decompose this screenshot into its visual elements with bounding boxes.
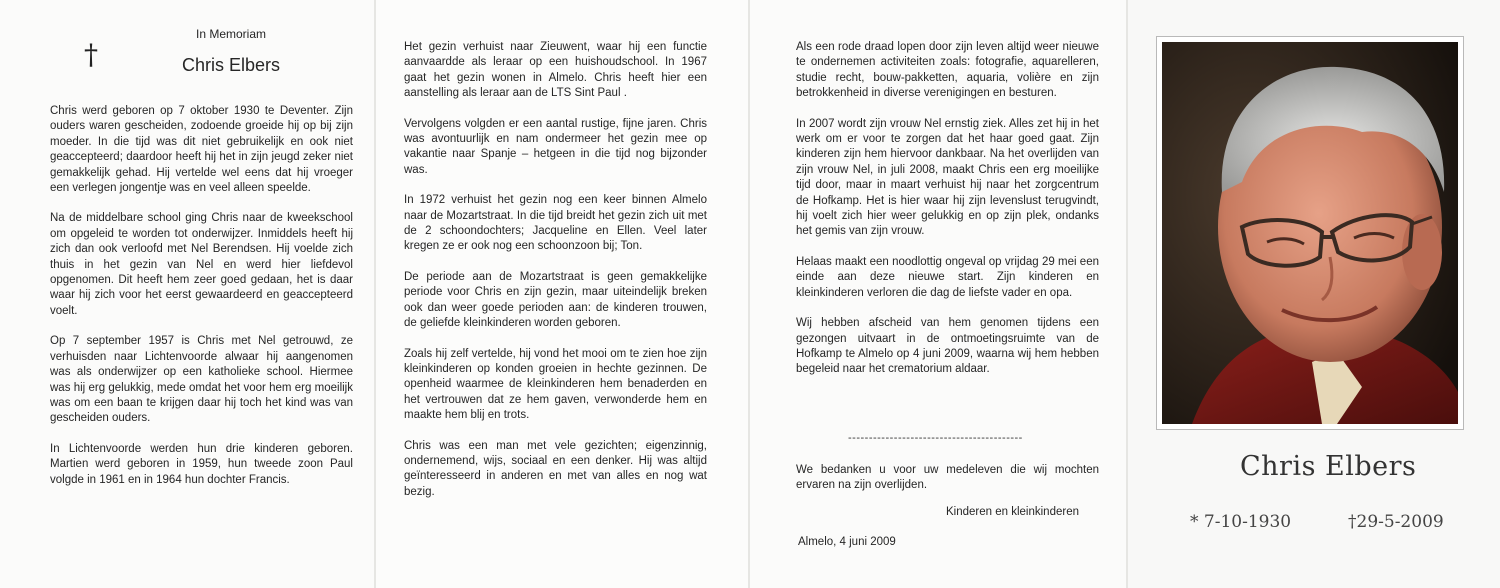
separator-line: ------------------------------------------ [848,432,1023,444]
paragraph: Het gezin verhuist naar Zieuwent, waar hij een functie aanvaardde als leraar op een huishoudschool. In 1967 gaat het gezin wonen in Almelo. Chris heeft hier een aanstelling als leraar aan de LTS Sint Paul . [404,41,707,100]
paragraph: In 2007 wordt zijn vrouw Nel ernstig ziek. Alles zet hij in het werk om er voor te zorgen dat het haar goed gaat. Zijn kinderen zijn hem hiervoor dankbaar. Na het overlijden van zijn vrouw Nel, in juli 2008, maakt Chris een erg moeilijke tijd door, maar in maart verhuist hij naar het zorgcentrum de Hofkamp. Het is hier waar hij zijn levenslust terugvindt, hij voelt zich hier weer gelukkig en op zijn plek, ondanks het gemis van zijn vrouw. [796,117,1099,238]
paragraph: In 1972 verhuist het gezin nog een keer binnen Almelo naar de Mozartstraat. In die tijd breidt het gezin zich uit met de 2 schoondochters; Jacqueline en Ellen. Veel later kregen ze er ook nog een schoonzoon bij; Ton. [404,194,707,253]
portrait-photo [1162,42,1458,424]
place-date: Almelo, 4 juni 2009 [798,536,896,548]
portrait-image [1162,42,1458,424]
paragraph: Helaas maakt een noodlottig ongeval op vrijdag 29 mei een einde aan deze nieuwe start. Zijn kinderen en kleinkinderen verloren die dag de liefste vader en opa. [796,255,1099,299]
panel-right-text [750,0,1126,588]
cross-icon: † [84,38,98,71]
paragraph: Chris was een man met vele gezichten; eigenzinnig, ondernemend, wijs, sociaal en een denker. Hij was altijd geïnteresseerd in anderen en met van alles en nog wat bezig. [404,439,707,498]
biography-column-3 [796,40,1099,393]
paragraph: In Lichtenvoorde werden hun drie kinderen geboren. Martien werd geboren in 1959, hun tweede zoon Paul volgde in 1961 en in 1964 hun dochter Francis. [50,442,353,486]
death-date: †29-5-2009 [1348,512,1444,532]
in-memoriam-heading: In Memoriam [196,27,267,41]
paragraph: Zoals hij zelf vertelde, hij vond het mooi om te zien hoe zijn kleinkinderen op konden groeien in hechte gezinnen. De openheid waarmee de kleinkinderen hem benaderden en het vertrouwen dat ze hem gaven, verwonderde hem en maakte hem blij en trots. [404,347,707,422]
paragraph: De periode aan de Mozartstraat is geen gemakkelijke periode voor Chris en zijn gezin, maar uiteindelijk breken ook dan weer goede perioden aan: de kinderen trouwen, de geliefde kleinkinderen worden geboren. [404,270,707,330]
signature: Kinderen en kleinkinderen [946,506,1079,518]
biography-column-1 [50,104,353,503]
portrait-frame [1156,36,1464,430]
paragraph: Op 7 september 1957 is Chris met Nel getrouwd, ze verhuisden naar Lichtenvoorde alwaar hij aangenomen was als onderwijzer op een katholieke school. Hiermee was hij erg gelukkig, mede omdat het voor hem erg moeilijk was om een baan te krijgen daar hij toch het kind was van gescheiden ouders. [50,335,353,425]
paragraph: Na de middelbare school ging Chris naar de kweekschool om opgeleid te worden tot onderwijzer. Inmiddels heeft hij zich dan ook verloofd met Nel Berendsen. Hij voelde zich thuis in het gezin van Nel en werd hier liefdevol opgenomen. Dit heeft hem zeer goed gedaan, het is daar waar hij zich voor het eerst gewaardeerd en geaccepteerd voelt. [50,212,353,317]
paragraph: Chris werd geboren op 7 oktober 1930 te Deventer. Zijn ouders waren gescheiden, zodoende groeide hij op bij zijn moeder. In die tijd was dit niet gebruikelijk en ook niet geaccepteerd; daardoor heeft hij het in zijn jeugd zeker niet gemakkelijk gehad. Hij vertelde wel eens dat hij vroeger een verlegen jongentje was en veel alleen speelde. [50,105,353,195]
birth-date: * 7-10-1930 [1190,512,1292,532]
paragraph: Wij hebben afscheid van hem genomen tijdens een gezongen uitvaart in de ontmoetingsruimte van de Hofkamp te Almelo op 4 juni 2009, waarna wij hem hebben begeleid naar het crematorium aldaar. [796,317,1099,376]
panel-middle [376,0,748,588]
paragraph: Vervolgens volgden er een aantal rustige, fijne jaren. Chris was avontuurlijk en nam ondermeer het gezin mee op vakantie naar Spanje – hetgeen in die tijd nog bijzonder was. [404,117,707,176]
deceased-name: Chris Elbers [182,55,281,75]
paragraph: Als een rode draad lopen door zijn leven altijd weer nieuwe te ondernemen activiteiten zoals: fotografie, aquarelleren, studie recht, bouw-pakketten, aquaria, volière en zijn betrokkenheid in diverse verenigingen en besturen. [796,41,1099,100]
thanks-text: We bedanken u voor uw medeleven die wij mochten ervaren na zijn overlijden. [796,464,1099,492]
biography-column-2 [404,40,707,515]
panel-left [0,0,374,588]
deceased-name-script: Chris Elbers [1240,451,1417,482]
